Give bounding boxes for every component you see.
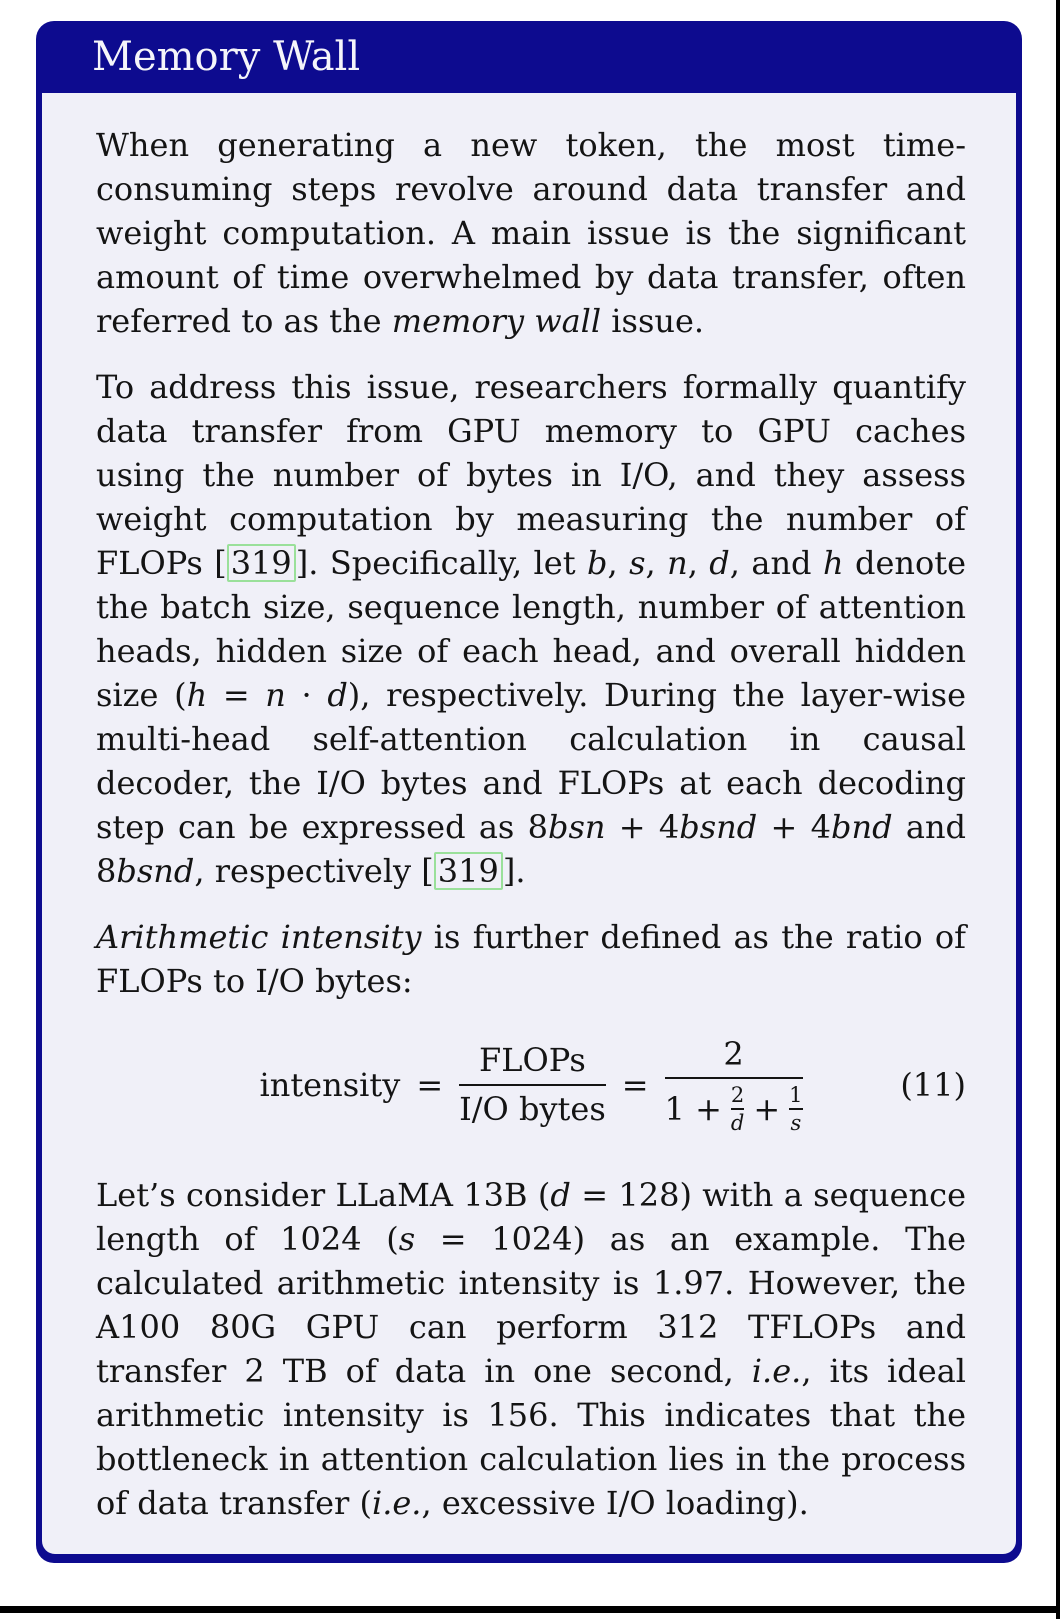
fraction-numerator: 2 [730, 1083, 745, 1108]
text-run: To address this issue, researchers formally quantify data transfer from GPU memory to GPU caches using the number of bytes in I/O, and they assess weight computation by measuring the number of FLOPs [96, 368, 966, 582]
text-run: ), respectively. During the layer-wise multi-head self-attention calculation in causal decoder, the I/O bytes and FLOPs at each decoding step can be expressed as [96, 676, 967, 846]
italic-text: memory wall [391, 302, 602, 340]
text-run: . [515, 852, 526, 890]
inline-math: 8bsn + 4bsnd + 4bnd [527, 808, 893, 846]
text-run: denote the batch size, sequence length, number of attention heads, hidden size of each head, and overall hidden size ( [96, 544, 967, 714]
small-fraction-1-over-s [789, 1084, 802, 1134]
citation-link[interactable]: [ 319 ] [214, 544, 309, 582]
fraction-numerator: 2 [723, 1034, 744, 1073]
text-run: Let’s consider LLaMA 13B ( [96, 1176, 551, 1214]
citation-number[interactable]: 319 [227, 544, 296, 582]
text-run: ) as an example. The calculated arithmetic intensity is 1.97. However, the A100 80G GPU can perform 312 TFLOPs and transfer 2 TB of data in one second, [96, 1220, 966, 1390]
italic-text: Arithmetic intensity [96, 918, 422, 956]
memory-wall-box [36, 21, 1022, 1563]
paragraph-1 [96, 123, 966, 343]
fraction-intensity-value [665, 1036, 803, 1135]
equation [96, 1025, 966, 1145]
italic-text: i.e. [751, 1352, 802, 1390]
italic-text: i.e. [371, 1484, 422, 1522]
inline-math: d = 128 [550, 1176, 680, 1214]
text-run: issue. [601, 302, 705, 340]
text-run: , [607, 544, 630, 582]
fraction-flops-io [459, 1042, 606, 1128]
box-title [36, 21, 1022, 93]
box-title-text: Memory Wall [92, 34, 361, 80]
text-run: is further defined as the ratio of FLOPs to I/O bytes: [96, 918, 967, 1000]
equals-sign: = [621, 1065, 649, 1104]
fraction-bar [789, 1108, 802, 1110]
inline-math: 8bsnd [96, 852, 195, 890]
equation-lhs: intensity [259, 1065, 401, 1104]
text-run: , [687, 544, 710, 582]
box-body [42, 93, 1016, 1554]
text-run: and [892, 808, 967, 846]
small-fraction-2-over-d [731, 1084, 744, 1134]
equals-sign: = [416, 1065, 444, 1104]
fraction-denominator: s [790, 1111, 802, 1136]
inline-math: s = 1024 [398, 1220, 573, 1258]
fraction-denominator [665, 1084, 803, 1134]
text-run: When generating a new token, the most time-consuming steps revolve around data transfer and weight computation. A main issue is the significant amount of time overwhelmed by data transfer, often referred to as the [96, 126, 966, 340]
page-edge-bottom [0, 1606, 1060, 1613]
paragraph-4 [96, 1173, 966, 1525]
paragraphs-bottom [96, 1173, 966, 1525]
fraction-bar [459, 1084, 606, 1086]
fraction-numerator: FLOPs [479, 1041, 586, 1080]
text-run: , and [729, 544, 823, 582]
text-run: ) with a sequence length of 1024 ( [96, 1176, 967, 1258]
page-edge-right [1056, 0, 1060, 1619]
inline-math: b [587, 544, 608, 582]
plus-sign: + [753, 1089, 781, 1128]
fraction-denominator: d [730, 1111, 745, 1136]
fraction-numerator: 1 [789, 1083, 803, 1108]
text-run: , its ideal arithmetic intensity is 156. This indicates that the bottleneck in attention calculation lies in the process of data transfer ( [96, 1352, 967, 1522]
inline-math: n [667, 544, 688, 582]
fraction-denominator: I/O bytes [459, 1089, 606, 1128]
paragraph-2 [96, 365, 966, 893]
paragraph-3 [96, 915, 966, 1003]
fraction-bar [665, 1077, 803, 1079]
citation-link[interactable]: [ 319 ] [421, 852, 516, 890]
text-run: , [645, 544, 668, 582]
text-run: , respectively [194, 852, 422, 890]
inline-math: d [709, 544, 730, 582]
inline-math: s [629, 544, 646, 582]
inline-math: h [822, 544, 844, 582]
fraction-bar [731, 1108, 744, 1110]
paragraphs-top [96, 123, 966, 1003]
denominator-prefix: 1 + [664, 1089, 722, 1128]
equation-number: (11) [900, 1066, 966, 1104]
inline-math: h = n · d [186, 676, 348, 714]
text-run: . Specifically, let [308, 544, 587, 582]
citation-number[interactable]: 319 [434, 852, 503, 890]
text-run: , excessive I/O loading). [421, 1484, 809, 1522]
equation-main [259, 1036, 802, 1135]
